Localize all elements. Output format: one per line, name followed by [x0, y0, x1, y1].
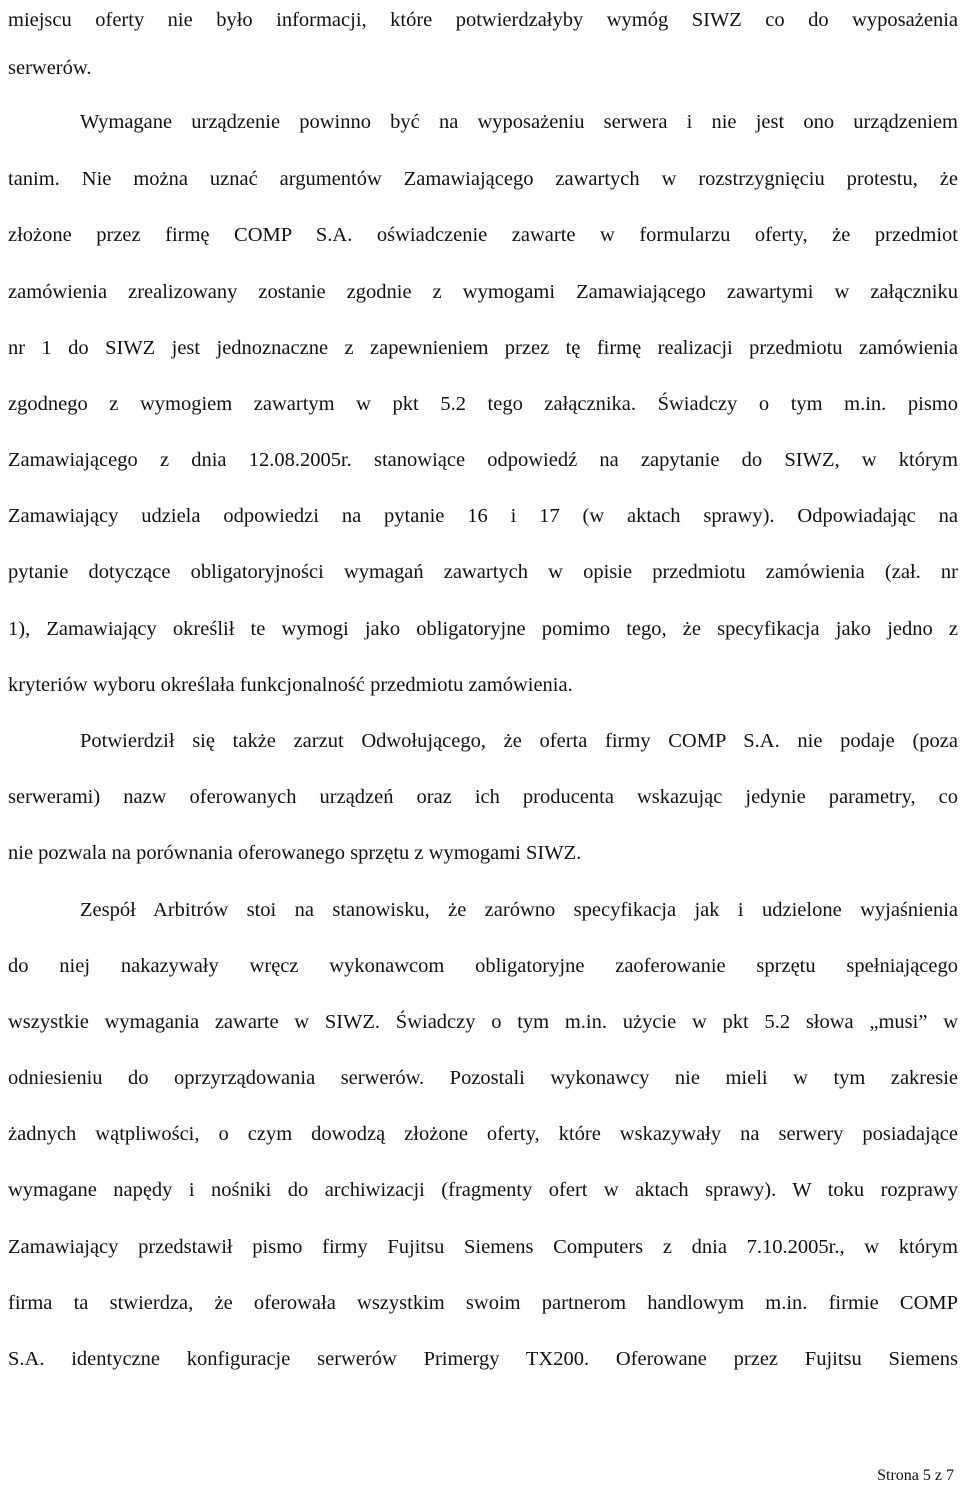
text-line: Zamawiający przedstawił pismo firmy Fujitsu Siemens Computers z dnia 7.10.2005r., w którym: [8, 1236, 958, 1258]
text-line: serwerów.: [8, 57, 92, 79]
paragraph-start-line: Wymagane urządzenie powinno być na wyposażeniu serwera i nie jest ono urządzeniem: [80, 111, 958, 133]
paragraph-start-line: Potwierdził się także zarzut Odwołującego, że oferta firmy COMP S.A. nie podaje (poza: [80, 730, 958, 752]
paragraph-start-line: Zespół Arbitrów stoi na stanowisku, że zarówno specyfikacja jak i udzielone wyjaśnienia: [80, 899, 958, 921]
text-line: serwerami) nazw oferowanych urządzeń oraz ich producenta wskazując jedynie parametry, co: [8, 786, 958, 808]
text-line: tanim. Nie można uznać argumentów Zamawiającego zawartych w rozstrzygnięciu protestu, że: [8, 168, 958, 190]
text-line: nr 1 do SIWZ jest jednoznaczne z zapewnieniem przez tę firmę realizacji przedmiotu zamówienia: [8, 337, 958, 359]
text-line: miejscu oferty nie było informacji, które potwierdzałyby wymóg SIWZ co do wyposażenia: [8, 9, 958, 31]
text-line: firma ta stwierdza, że oferowała wszystkim swoim partnerom handlowym m.in. firmie COMP: [8, 1292, 958, 1314]
text-line: odniesieniu do oprzyrządowania serwerów. Pozostali wykonawcy nie mieli w tym zakresie: [8, 1067, 958, 1089]
text-line: wymagane napędy i nośniki do archiwizacji (fragmenty ofert w aktach sprawy). W toku rozprawy: [8, 1179, 958, 1201]
text-line: złożone przez firmę COMP S.A. oświadczenie zawarte w formularzu oferty, że przedmiot: [8, 224, 958, 246]
text-line: nie pozwala na porównania oferowanego sprzętu z wymogami SIWZ.: [8, 842, 582, 864]
text-line: do niej nakazywały wręcz wykonawcom obligatoryjne zaoferowanie sprzętu spełniającego: [8, 955, 958, 977]
text-line: S.A. identyczne konfiguracje serwerów Primergy TX200. Oferowane przez Fujitsu Siemens: [8, 1348, 958, 1370]
text-line: Zamawiający udziela odpowiedzi na pytanie 16 i 17 (w aktach sprawy). Odpowiadając na: [8, 505, 958, 527]
text-line: wszystkie wymagania zawarte w SIWZ. Świadczy o tym m.in. użycie w pkt 5.2 słowa „musi” w: [8, 1011, 958, 1033]
text-line: 1), Zamawiający określił te wymogi jako obligatoryjne pomimo tego, że specyfikacja jako jedno z: [8, 618, 958, 640]
text-line: pytanie dotyczące obligatoryjności wymagań zawartych w opisie przedmiotu zamówienia (zał. nr: [8, 561, 958, 583]
text-line: żadnych wątpliwości, o czym dowodzą złożone oferty, które wskazywały na serwery posiadające: [8, 1123, 958, 1145]
text-line: zamówienia zrealizowany zostanie zgodnie z wymogami Zamawiającego zawartymi w załączniku: [8, 281, 958, 303]
text-line: zgodnego z wymogiem zawartym w pkt 5.2 tego załącznika. Świadczy o tym m.in. pismo: [8, 393, 958, 415]
page-number: Strona 5 z 7: [877, 1467, 954, 1484]
text-line: Zamawiającego z dnia 12.08.2005r. stanowiące odpowiedź na zapytanie do SIWZ, w którym: [8, 449, 958, 471]
text-line: kryteriów wyboru określała funkcjonalność przedmiotu zamówienia.: [8, 674, 573, 696]
